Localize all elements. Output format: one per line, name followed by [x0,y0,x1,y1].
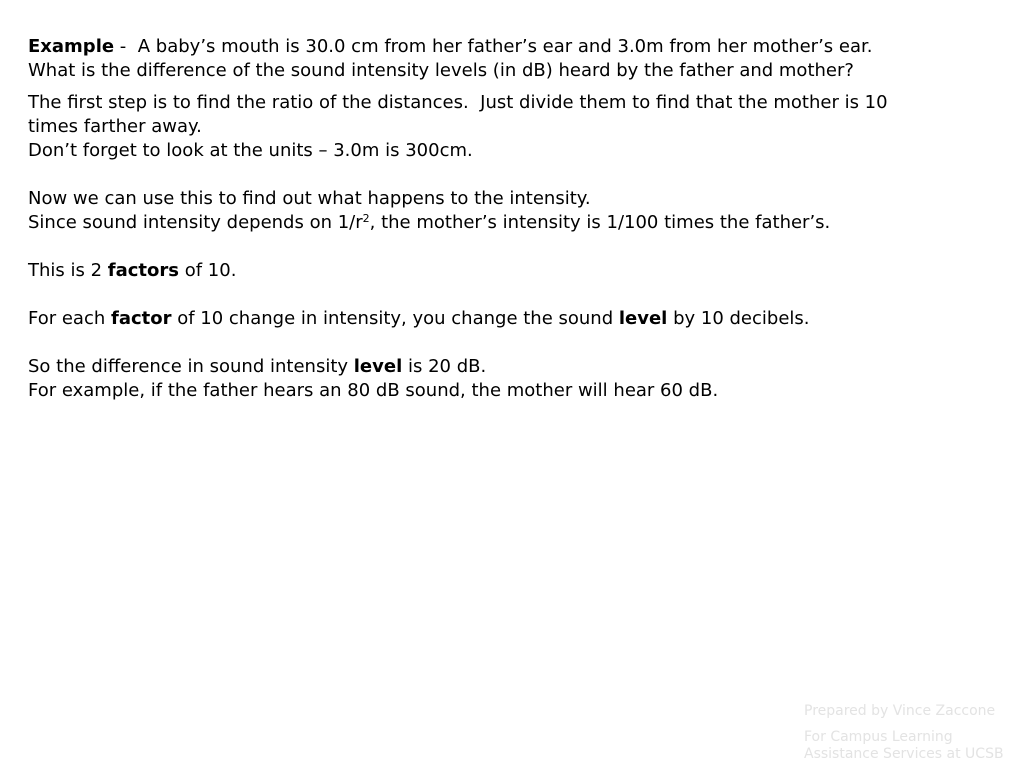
solution-line [28,259,1008,283]
factor-text-c: by 10 decibels. [667,308,810,329]
factor-text-b: of 10 change in intensity, you change the sound [171,308,619,329]
factors-text-a: This is 2 [28,260,108,281]
intensity-text-b: , the mother’s intensity is 1/100 times the father’s. [369,212,831,233]
factor-text-a: For each [28,308,111,329]
paragraph-gap [28,283,1008,307]
solution-line: The first step is to find the ratio of the distances. Just divide them to find that the mother is 10 [28,92,888,113]
solution-body [28,91,1008,403]
question-line-2: What is the difference of the sound intensity levels (in dB) heard by the father and mother? [28,60,854,81]
solution-line: Now we can use this to find out what happens to the intensity. [28,188,591,209]
organization-credit [804,729,1004,763]
solution-line [28,355,1008,379]
paragraph-gap [28,163,1008,187]
difference-text-b: is 20 dB. [402,356,487,377]
solution-line: Don’t forget to look at the units – 3.0m is 300cm. [28,140,473,161]
organization-credit-line-2: Assistance Services at UCSB [804,746,1004,762]
square-exponent: 2 [362,212,370,225]
solution-line: For example, if the father hears an 80 dB sound, the mother will hear 60 dB. [28,380,719,401]
difference-text-a: So the difference in sound intensity [28,356,354,377]
solution-line [28,307,1008,331]
factors-text-b: of 10. [179,260,237,281]
solution-line: times farther away. [28,116,202,137]
example-label: Example [28,36,115,57]
paragraph-gap [28,235,1008,259]
solution-line [28,211,1008,235]
paragraph-gap [28,331,1008,355]
organization-credit-line-1: For Campus Learning [804,729,953,745]
example-question [28,35,1008,83]
difference-level-bold: level [353,356,403,377]
question-line-1 [28,35,1008,59]
level-bold: level [618,308,668,329]
example-separator: - [114,36,138,57]
prepared-by-credit: Prepared by Vince Zaccone [804,703,996,719]
question-text-1: A baby’s mouth is 30.0 cm from her father’s ear and 3.0m from her mother’s ear. [137,36,873,57]
factor-bold: factor [110,308,172,329]
intensity-text-a: Since sound intensity depends on 1/r [28,212,363,233]
factors-bold: factors [107,260,179,281]
